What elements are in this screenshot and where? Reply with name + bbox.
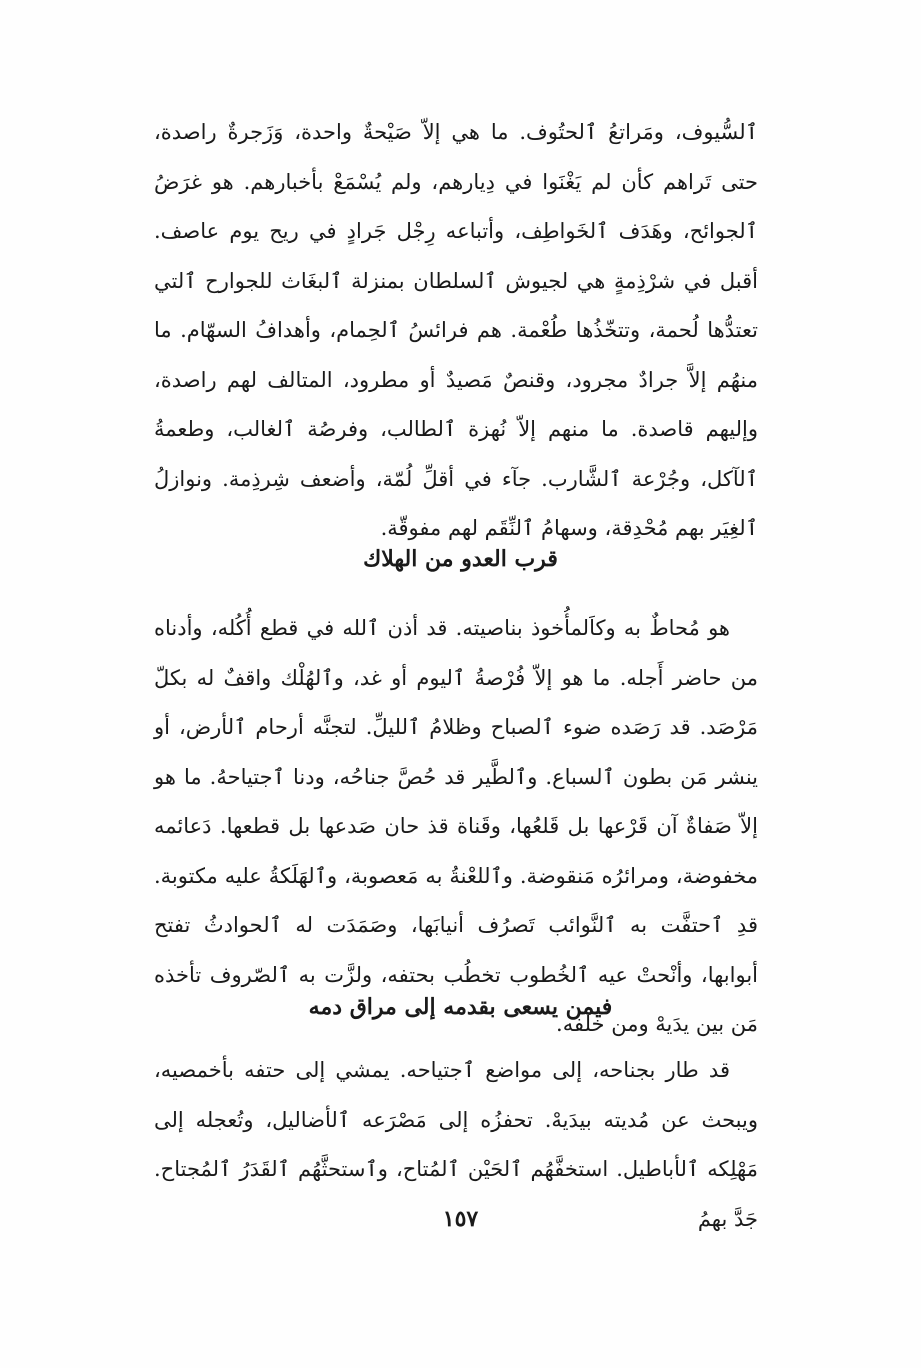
- paragraph-text: قد طار بجناحه، إلى مواضع ٱجتياحه. يمشي إلى حتفه بأخمصيه، ويبحث عن مُديته بيدَيهْ. تحفزُه إلى مَصْرَعه ٱلأضاليل، وتُعجله إلى مَهْلِكه ٱلأباطيل. استخفَّهُم ٱلحَيْن ٱلمُتاح، وٱستحثَّهُم ٱلقَدَرُ ٱلمُجتاح. جَدَّ بهمُ: [154, 1058, 758, 1231]
- page-number: ١٥٧: [442, 1206, 479, 1232]
- paragraph-text: ٱلسُّيوف، ومَراتعُ ٱلحتُوف. ما هي إلاّ صَيْحةٌ واحدة، وَزَجرةٌ راصدة، حتى تَراهم كأن لم يَغْنَوا في دِيارهم، ولم يُسْمَعْ بأخبارهم. هو غرَضُ ٱلجوائح، وهَدَف ٱلخَواطِف، وأتباعه رِجْل جَرادٍ في ريح يوم عاصف. أقبل في شرْذِمةٍ هي لجيوش ٱلسلطان بمنزلة ٱلبغَاث للجوارح ٱلتي تعتدُّها لُحمة، وتتخّذُها طُعْمة. هم فرائسُ ٱلحِمام، وأهدافُ السهّام. ما منهُم إلاَّ جرادٌ مجرود، وقنصٌ مَصيدٌ أو مطرود، المتالف لهم راصدة، وإليهم قاصدة. ما منهم إلاّ نُهزة ٱلطالب، وفرصُة ٱلغالب، وطعمةُ ٱلآكل، وجُرْعة ٱلشَّارب. جآء في أقلِّ لُمّة، وأضعف شِرذِمة. ونوازلُ ٱلغِيَر بهم مُحْدِقة، وسهامُ ٱلنِّقَم لهم مفوقّة.: [154, 120, 758, 540]
- section-heading: فيمن يسعى بقدمه إلى مراق دمه: [308, 994, 613, 1020]
- text-paragraph: [154, 108, 758, 554]
- text-paragraph: [154, 604, 758, 1050]
- section-heading: قرب العدو من الهلاك: [363, 546, 558, 572]
- paragraph-text: هو مُحاطٌ به وكاَلمأُخوذ بناصيته. قد أذن ٱلله في قطع أُكُله، وأدناه من حاضر أَجله. ما هو إلاّ فُرْصةُ ٱليوم أو غد، وٱلهُلْك واقفٌ له بكلّ مَرْصَد. قد رَصَده ضوء ٱلصباح وظلامُ ٱلليلِّ. لتجنَّه أرحام ٱلأرض، أو ينشر مَن بطون ٱلسباع. وٱلطَّير قد حُصَّ جناحُه، ودنا ٱجتياحهُ. ما هو إلاّ صَفاةٌ آن قَرْعها بل قَلعُها، وقَناة قذ حان صَدعها بل قطعها. دَعائمه مخفوضة، ومرائرُه مَنقوضة. وٱللعْنةُ به مَعصوبة، وٱلهَلَكةُ عليه مكتوبة. قدِ ٱحتفَّت به ٱلنَّوائب تَصرُف أنيابَها، وصَمَدَت له ٱلحوادثُ تفتح أبوابها، وأنْحتْ عيه ٱلخُطوب تخطُب بحتفه، ولزَّت به ٱلصّروف تأخذه مَن بين يدَيهْ ومن خلفه.: [154, 616, 758, 1036]
